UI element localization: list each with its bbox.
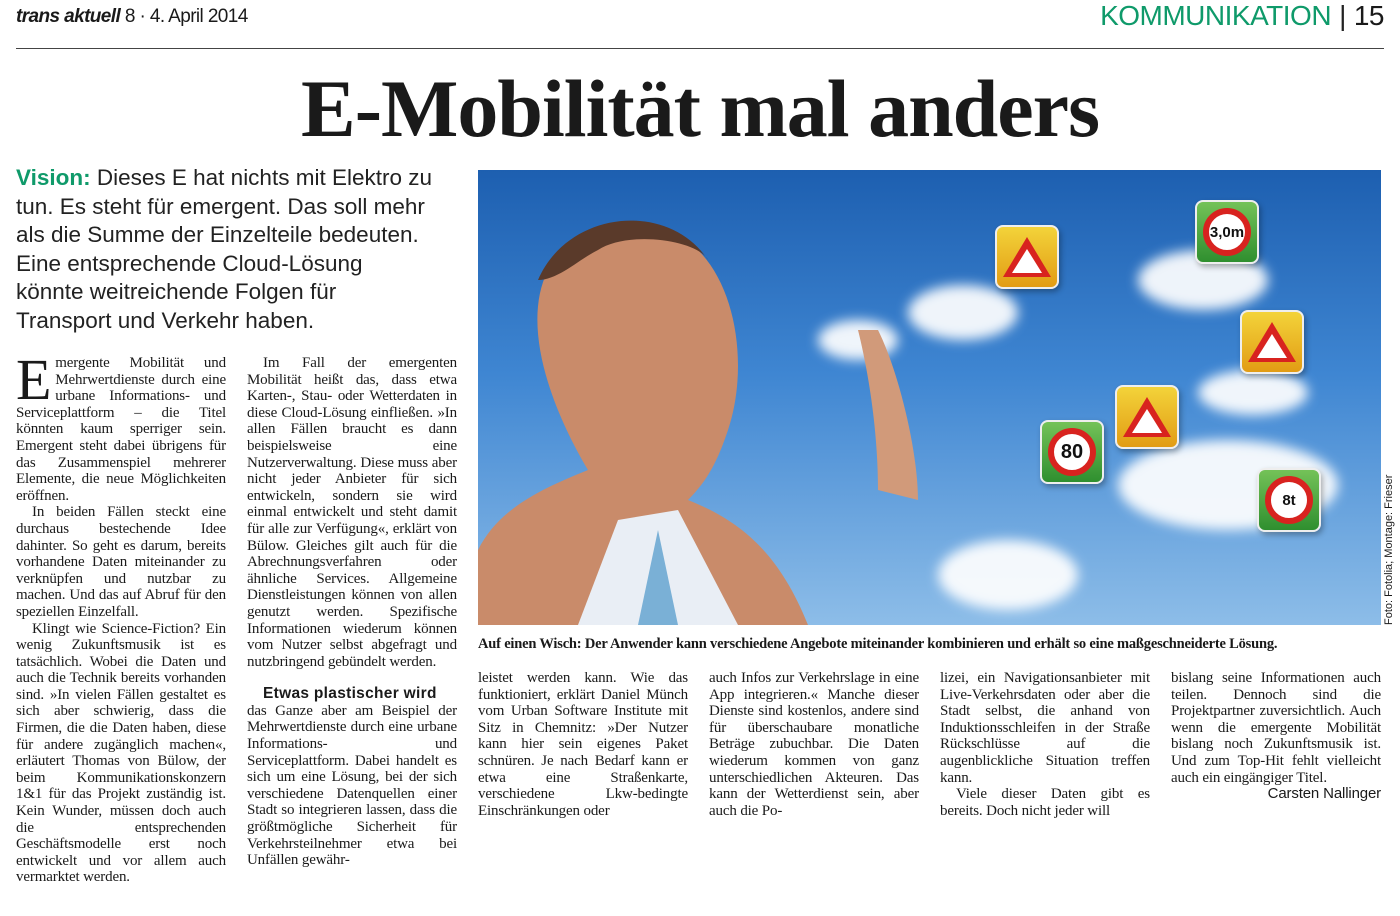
divider: | [1339,0,1346,31]
drop-cap: E [16,347,52,412]
article-photo [478,170,1381,625]
paragraph: Klingt wie Science-Fiction? Ein wenig Zukunftsmusik ist es tatsächlich. Wobei die Daten und auch die Technik bereits vorhanden sind. »In vielen Fällen gestaltet es sich aber schwierig, dass die Firmen, die die Daten haben, diese für andere zugänglich machen«, erläutert Thomas von Bülow, der beim Kommunikationskonzern 1&1 für das Projekt zuständig ist. Kein Wunder, müssen doch auch die entsprechenden Geschäftsmodelle erst noch entwickelt und vor allem auch vermarktet werden. [16,620,226,886]
body-column-5 [940,670,1150,819]
header-rule [16,48,1384,49]
warning-sign-icon [1240,310,1304,374]
warning-sign-icon [1115,385,1179,449]
body-column-1 [16,347,226,886]
paragraph: Im Fall der emergenten Mobilität heißt das, dass etwa Karten-, Stau- oder Wetterdaten in diese Cloud-Lösung einfließen. »In allen Fällen braucht es dann beispielsweise eine Nutzerverwaltung. Diese muss aber nicht jeder Anbieter für sich entwickeln, sondern sie wird einmal entwickelt und steht damit für alle zur Verfügung«, erklärt von Bülow. Gleiches gilt auch für die Abrechnungsverfahren oder ähnliche Services. Allgemeine Dienstleistungen können von allen genutzt werden. Spezifische Informationen wiederum können vom Nutzer selbst abgefragt und nutzbringend gebündelt werden. [247,355,457,670]
body-column-6 [1171,670,1381,803]
paragraph: In beiden Fällen steckt eine durchaus bestechende Idee dahinter. So geht es darum, bereits vorhandene Daten miteinander zu verknüpfen und nutzbar zu machen. Und das auf Abruf für den speziellen Einzelfall. [16,504,226,620]
paragraph: auch Infos zur Verkehrslage in eine App integrieren.« Manche dieser Dienste sind kostenlos, andere sind für überschaubare monatliche Beträge zubuchbar. Die Daten wiederum kommen von ganz unterschiedlichen Akteuren. Das kann der Wetterdienst sein, aber auch die Po- [709,670,919,819]
lead-text: Dieses E hat nichts mit Elektro zu tun. Es steht für emergent. Das soll mehr als die Summe der Einzelteile bedeuten. Eine entsprechende Cloud-Lösung könnte weitreichende Folgen für Transport und Verkehr haben. [16,165,432,333]
page-number: 15 [1353,0,1384,31]
body-column-3 [478,670,688,819]
issue-date: 8 · 4. April 2014 [124,6,248,27]
warning-sign-icon [995,225,1059,289]
paragraph: das Ganze aber am Beispiel der Mehrwertdienste durch eine urbane Informations- und Serviceplattform. Dabei handelt es sich um eine Lösung, bei der sich verschiedene Datenquellen einer Stadt so integrieren lassen, dass die größtmögliche Sicherheit für Verkehrsteilnehmer etwa bei Unfällen gewähr- [247,702,457,869]
paragraph: bislang seine Informationen auch teilen. Dennoch sind die Projektpartner zuversichtlich. Auch wenn die emergente Mobilität bislang noch Zukunftsmusik ist. Und zum Top-Hit fehlt vielleicht auch ein eingängiger Titel. [1171,670,1381,786]
publication-name: trans aktuell [16,6,121,27]
photo-credit: Foto: Fotolia; Montage: Frieser [1383,474,1395,625]
section-header [1100,0,1384,32]
man-silhouette [478,170,978,625]
photo-caption: Auf einen Wisch: Der Anwender kann verschiedene Angebote miteinander kombinieren und erhält so eine maßgeschneiderte Lösung. [478,636,1278,652]
height-limit-sign-icon: 3,0m [1195,200,1259,264]
lead-keyword: Vision: [16,165,91,190]
author-byline: Carsten Nallinger [1267,785,1381,803]
body-column-2 [247,355,457,869]
masthead [16,6,248,28]
paragraph: mergente Mobilität und Mehrwertdienste durch eine urbane Informations- und Serviceplattform – die Titel könnten kaum sperriger sein. Emergent steht dabei übrigens für das Zusammenspiel mehrerer Elemente, die neue Möglichkeiten eröffnen. [16,355,226,504]
body-column-4 [709,670,919,819]
speed-limit-sign-icon: 80 [1040,420,1104,484]
paragraph: Viele dieser Daten gibt es bereits. Doch nicht jeder will [940,786,1150,819]
section-name: KOMMUNIKATION [1100,0,1332,31]
subheading: Etwas plastischer wird [263,685,437,703]
paragraph: leistet werden kann. Wie das funktioniert, erklärt Daniel Münch vom Urban Software Institute mit Sitz in Chemnitz: »Der Nutzer kann hier sein eigenes Paket schnüren. Je nach Bedarf kann er etwa eine Straßenkarte, verschiedene Lkw-bedingte Einschränkungen oder [478,670,688,819]
article-title: E-Mobilität mal anders [301,63,1099,154]
weight-limit-sign-icon: 8t [1257,468,1321,532]
paragraph: lizei, ein Navigationsanbieter mit Live-Verkehrsdaten oder aber die Stadt selbst, die anhand von Induktionsschleifen in der Straße Rückschlüsse auf die augenblickliche Situation treffen kann. [940,670,1150,786]
article-lead [16,164,436,336]
